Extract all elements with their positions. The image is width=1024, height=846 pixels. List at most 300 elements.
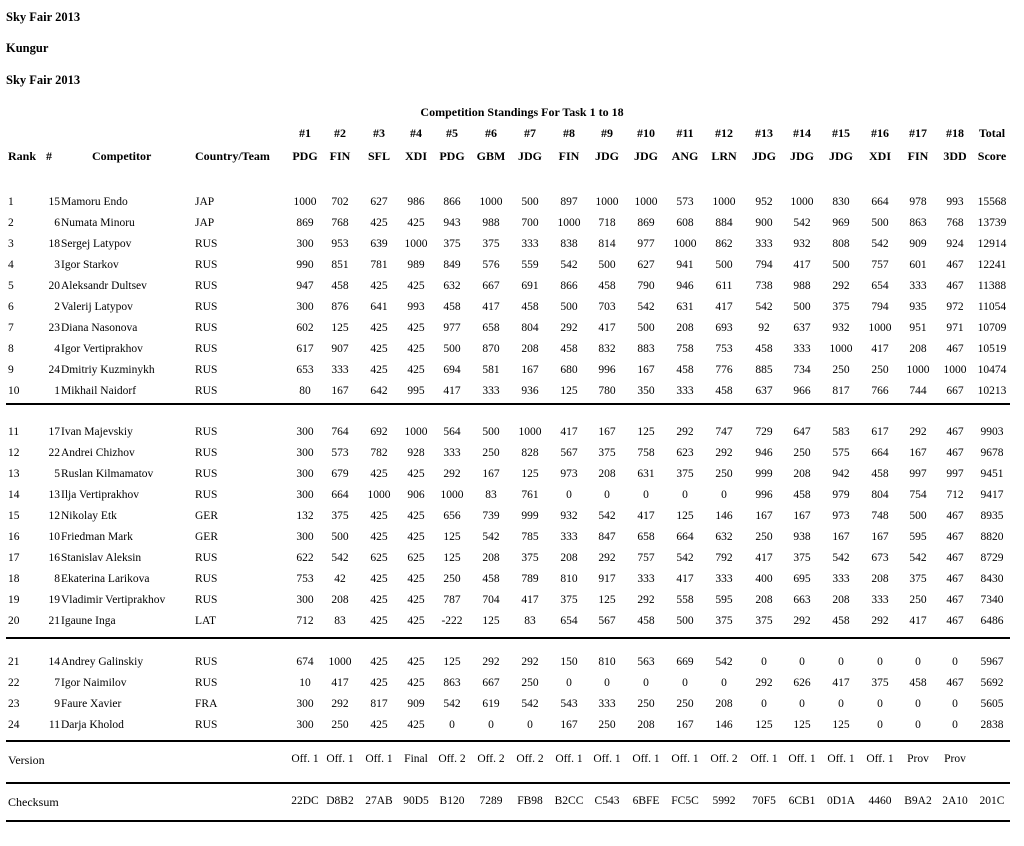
task-score-cell: 559 [521, 259, 539, 271]
task-score-cell: 973 [560, 468, 578, 480]
task-score-cell: 625 [407, 552, 425, 564]
task-score-cell: 674 [296, 656, 314, 668]
version-cell: Prov [944, 753, 966, 765]
task-score-cell: 575 [832, 447, 850, 459]
rank-cell: 11 [8, 426, 20, 438]
task-score-cell: 680 [560, 364, 578, 376]
task-score-cell: 704 [482, 594, 500, 606]
task-score-cell: 375 [909, 573, 927, 585]
total-score-cell: 9451 [980, 468, 1004, 480]
version-cell: Off. 2 [438, 753, 466, 765]
task-code-header: XDI [868, 149, 891, 163]
task-score-cell: 667 [482, 280, 500, 292]
task-score-cell: 458 [637, 615, 655, 627]
country-cell: RUS [195, 364, 218, 376]
task-score-cell: 617 [296, 343, 314, 355]
task-score-cell: 417 [637, 510, 655, 522]
task-number-header: #9 [601, 126, 613, 140]
task-score-cell: 838 [560, 238, 578, 250]
task-score-cell: 946 [676, 280, 694, 292]
checksum-cell: 2A10 [942, 795, 968, 807]
task-score-cell: 637 [755, 385, 773, 397]
rank-cell: 5 [8, 280, 14, 292]
task-score-cell: 679 [331, 468, 349, 480]
task-score-cell: 924 [946, 238, 964, 250]
competitor-name-cell: Stanislav Aleksin [61, 552, 142, 564]
checksum-cell: B2CC [554, 795, 584, 807]
task-score-cell: 300 [296, 531, 314, 543]
task-number-header: #8 [563, 126, 575, 140]
task-score-cell: 563 [637, 656, 655, 668]
task-score-cell: 292 [715, 447, 733, 459]
task-score-cell: 208 [832, 594, 850, 606]
country-cell: RUS [195, 322, 218, 334]
task-score-cell: 631 [637, 468, 655, 480]
task-score-cell: 467 [946, 426, 964, 438]
competitor-number-cell: 7 [54, 677, 60, 689]
task-code-header: JDG [790, 149, 814, 163]
task-score-cell: 866 [443, 196, 461, 208]
task-score-cell: 787 [443, 594, 461, 606]
task-score-cell: 595 [909, 531, 927, 543]
task-score-cell: 656 [443, 510, 461, 522]
rank-cell: 22 [8, 677, 20, 689]
number-header: # [46, 149, 52, 163]
task-score-cell: 0 [952, 719, 958, 731]
task-score-cell: 0 [915, 656, 921, 668]
task-score-cell: 500 [676, 615, 694, 627]
task-score-cell: 250 [443, 573, 461, 585]
task-score-cell: 663 [793, 594, 811, 606]
task-score-cell: 125 [443, 552, 461, 564]
country-cell: RUS [195, 447, 218, 459]
version-cell: Off. 1 [866, 753, 894, 765]
task-score-cell: 425 [407, 364, 425, 376]
task-number-header: #1 [299, 126, 311, 140]
task-score-cell: 658 [482, 322, 500, 334]
header-row-task-numbers [0, 126, 1024, 142]
task-score-cell: 83 [485, 489, 497, 501]
task-score-cell: 0 [566, 677, 572, 689]
task-score-cell: 966 [793, 385, 811, 397]
country-cell: RUS [195, 280, 218, 292]
task-score-cell: 292 [755, 677, 773, 689]
country-cell: RUS [195, 594, 218, 606]
country-cell: RUS [195, 238, 218, 250]
task-score-cell: 632 [715, 531, 733, 543]
standings-title: Competition Standings For Task 1 to 18 [420, 105, 624, 119]
task-score-cell: 458 [755, 343, 773, 355]
rank-cell: 4 [8, 259, 14, 271]
task-score-cell: 333 [832, 573, 850, 585]
table-row [0, 280, 1024, 298]
task-score-cell: 500 [331, 531, 349, 543]
table-row [0, 301, 1024, 319]
task-score-cell: 400 [755, 573, 773, 585]
task-score-cell: 942 [832, 468, 850, 480]
task-code-header: JDG [752, 149, 776, 163]
task-score-cell: 627 [637, 259, 655, 271]
task-code-header: XDI [404, 149, 427, 163]
task-score-cell: 425 [370, 280, 388, 292]
task-score-cell: 1000 [595, 196, 619, 208]
task-score-cell: 500 [521, 196, 539, 208]
task-score-cell: 458 [331, 280, 349, 292]
rank-cell: 24 [8, 719, 20, 731]
task-score-cell: 500 [482, 426, 500, 438]
task-score-cell: 1000 [634, 196, 658, 208]
section-divider [6, 403, 1010, 405]
task-number-header: #17 [909, 126, 927, 140]
task-score-cell: 0 [721, 677, 727, 689]
task-score-cell: 500 [793, 301, 811, 313]
task-score-cell: 250 [793, 447, 811, 459]
checksum-cell: D8B2 [326, 795, 354, 807]
task-score-cell: 375 [521, 552, 539, 564]
task-number-header: #12 [715, 126, 733, 140]
competitor-number-cell: 12 [48, 510, 60, 522]
checksum-cell: 7289 [479, 795, 503, 807]
task-score-cell: 0 [877, 656, 883, 668]
competitor-header: Competitor [92, 149, 152, 163]
task-score-cell: 1000 [790, 196, 814, 208]
total-score-cell: 12241 [977, 259, 1007, 271]
checksum-cell: 22DC [291, 795, 319, 807]
task-score-cell: 0 [915, 719, 921, 731]
task-score-cell: 757 [637, 552, 655, 564]
checksum-cell: 6CB1 [788, 795, 816, 807]
task-score-cell: 703 [598, 301, 616, 313]
task-score-cell: 641 [370, 301, 388, 313]
task-score-cell: 946 [755, 447, 773, 459]
task-score-cell: 167 [755, 510, 773, 522]
total-score-cell: 12914 [977, 238, 1007, 250]
task-score-cell: 817 [832, 385, 850, 397]
task-score-cell: 608 [676, 217, 694, 229]
task-score-cell: 125 [598, 594, 616, 606]
task-score-cell: 862 [715, 238, 733, 250]
checksum-cell: 4460 [868, 795, 892, 807]
task-score-cell: 350 [637, 385, 655, 397]
task-score-cell: 250 [482, 447, 500, 459]
competitor-name-cell: Nikolay Etk [61, 510, 117, 522]
task-score-cell: 999 [521, 510, 539, 522]
task-score-cell: 417 [443, 385, 461, 397]
country-cell: RUS [195, 489, 218, 501]
task-score-cell: 292 [482, 656, 500, 668]
task-score-cell: 993 [946, 196, 964, 208]
task-score-cell: 999 [755, 468, 773, 480]
table-row [0, 364, 1024, 382]
task-score-cell: 208 [793, 468, 811, 480]
task-score-cell: 542 [521, 698, 539, 710]
competitor-name-cell: Mamoru Endo [61, 196, 128, 208]
task-score-cell: 900 [755, 217, 773, 229]
task-score-cell: 425 [370, 322, 388, 334]
task-number-header: #10 [637, 126, 655, 140]
country-header: Country/Team [195, 149, 270, 163]
task-code-header: PDG [292, 149, 318, 163]
task-score-cell: 417 [482, 301, 500, 313]
task-score-cell: 642 [370, 385, 388, 397]
task-score-cell: 417 [832, 677, 850, 689]
task-score-cell: 300 [296, 489, 314, 501]
task-score-cell: 83 [524, 615, 536, 627]
task-score-cell: 907 [331, 343, 349, 355]
task-score-cell: 125 [637, 426, 655, 438]
task-score-cell: 971 [946, 322, 964, 334]
task-code-header: JDG [829, 149, 853, 163]
table-row [0, 531, 1024, 549]
task-score-cell: 785 [521, 531, 539, 543]
task-score-cell: 333 [637, 573, 655, 585]
table-row [0, 238, 1024, 256]
competitor-name-cell: Igor Naimilov [61, 677, 127, 689]
task-score-cell: 0 [877, 719, 883, 731]
task-score-cell: 425 [370, 594, 388, 606]
task-score-cell: 467 [946, 677, 964, 689]
task-score-cell: 208 [482, 552, 500, 564]
task-score-cell: 425 [407, 531, 425, 543]
task-score-cell: 467 [946, 531, 964, 543]
task-score-cell: 167 [637, 364, 655, 376]
task-score-cell: 417 [598, 322, 616, 334]
task-score-cell: 830 [832, 196, 850, 208]
task-score-cell: 500 [560, 301, 578, 313]
task-score-cell: 804 [521, 322, 539, 334]
task-score-cell: 754 [909, 489, 927, 501]
task-score-cell: 125 [676, 510, 694, 522]
task-score-cell: 936 [521, 385, 539, 397]
task-score-cell: 500 [909, 510, 927, 522]
task-score-cell: 333 [521, 238, 539, 250]
task-score-cell: 542 [871, 238, 889, 250]
competitor-number-cell: 20 [48, 280, 60, 292]
task-score-cell: 292 [871, 615, 889, 627]
task-score-cell: 125 [482, 615, 500, 627]
task-score-cell: 792 [715, 552, 733, 564]
table-row [0, 343, 1024, 361]
competitor-name-cell: Diana Nasonova [61, 322, 138, 334]
task-score-cell: 333 [676, 385, 694, 397]
task-score-cell: 300 [296, 238, 314, 250]
task-score-cell: 250 [715, 468, 733, 480]
task-score-cell: 695 [793, 573, 811, 585]
task-number-header: #6 [485, 126, 497, 140]
rank-cell: 3 [8, 238, 14, 250]
score-header: Score [977, 149, 1007, 163]
total-score-cell: 5692 [980, 677, 1004, 689]
checksum-cell: 201C [979, 795, 1005, 807]
task-score-cell: 425 [370, 677, 388, 689]
task-score-cell: 581 [482, 364, 500, 376]
task-score-cell: 425 [407, 573, 425, 585]
task-score-cell: 781 [370, 259, 388, 271]
task-score-cell: 558 [676, 594, 694, 606]
competitor-name-cell: Igaune Inga [61, 615, 116, 627]
task-score-cell: 208 [637, 719, 655, 731]
country-cell: JAP [195, 217, 215, 229]
task-score-cell: 467 [946, 573, 964, 585]
task-score-cell: 543 [560, 698, 578, 710]
task-score-cell: 866 [560, 280, 578, 292]
rank-cell: 20 [8, 615, 20, 627]
task-score-cell: 542 [598, 510, 616, 522]
task-score-cell: 869 [637, 217, 655, 229]
competitor-name-cell: Ilja Vertiprakhov [61, 489, 140, 501]
task-score-cell: 1000 [440, 489, 464, 501]
competitor-number-cell: 22 [48, 447, 60, 459]
rank-cell: 19 [8, 594, 20, 606]
task-score-cell: 500 [443, 343, 461, 355]
task-score-cell: 333 [598, 698, 616, 710]
section-divider [6, 820, 1010, 822]
task-score-cell: 995 [407, 385, 425, 397]
task-score-cell: 909 [407, 698, 425, 710]
competitor-name-cell: Sergej Latypov [61, 238, 132, 250]
task-score-cell: 0 [604, 489, 610, 501]
table-row [0, 447, 1024, 465]
task-score-cell: 458 [715, 385, 733, 397]
task-score-cell: 375 [755, 615, 773, 627]
task-score-cell: 938 [793, 531, 811, 543]
task-score-cell: 425 [370, 719, 388, 731]
task-score-cell: 567 [598, 615, 616, 627]
task-score-cell: 702 [331, 196, 349, 208]
competitor-number-cell: 5 [54, 468, 60, 480]
task-score-cell: 132 [296, 510, 314, 522]
competitor-number-cell: 8 [54, 573, 60, 585]
task-score-cell: 150 [560, 656, 578, 668]
task-score-cell: 1000 [404, 238, 428, 250]
rank-cell: 23 [8, 698, 20, 710]
checksum-cell: 6BFE [632, 795, 660, 807]
task-score-cell: 567 [560, 447, 578, 459]
task-score-cell: 250 [331, 719, 349, 731]
task-score-cell: 0 [952, 656, 958, 668]
task-score-cell: 208 [755, 594, 773, 606]
task-score-cell: 1000 [943, 364, 967, 376]
task-score-cell: 467 [946, 552, 964, 564]
task-score-cell: 542 [676, 552, 694, 564]
task-score-cell: 250 [637, 698, 655, 710]
task-score-cell: 766 [871, 385, 889, 397]
task-score-cell: 458 [676, 364, 694, 376]
total-score-cell: 9417 [980, 489, 1004, 501]
version-cell: Off. 2 [516, 753, 544, 765]
task-score-cell: 417 [331, 677, 349, 689]
task-score-cell: 667 [946, 385, 964, 397]
task-score-cell: 768 [946, 217, 964, 229]
competitor-name-cell: Faure Xavier [61, 698, 122, 710]
total-score-cell: 9678 [980, 447, 1004, 459]
task-score-cell: 602 [296, 322, 314, 334]
task-score-cell: 333 [715, 573, 733, 585]
section-divider [6, 740, 1010, 742]
task-score-cell: 250 [676, 698, 694, 710]
task-score-cell: 417 [521, 594, 539, 606]
task-score-cell: 625 [370, 552, 388, 564]
total-score-cell: 8430 [980, 573, 1004, 585]
task-score-cell: 542 [637, 301, 655, 313]
total-score-cell: 5605 [980, 698, 1004, 710]
task-score-cell: 500 [871, 217, 889, 229]
task-score-cell: 748 [871, 510, 889, 522]
task-score-cell: 1000 [518, 426, 542, 438]
task-score-cell: 300 [296, 468, 314, 480]
rank-cell: 14 [8, 489, 20, 501]
task-score-cell: 972 [946, 301, 964, 313]
task-score-cell: 808 [832, 238, 850, 250]
task-score-cell: 425 [407, 217, 425, 229]
task-score-cell: 876 [331, 301, 349, 313]
task-score-cell: 667 [482, 677, 500, 689]
task-score-cell: 953 [331, 238, 349, 250]
task-score-cell: 333 [871, 594, 889, 606]
task-score-cell: 863 [909, 217, 927, 229]
task-score-cell: 658 [637, 531, 655, 543]
competitor-number-cell: 24 [48, 364, 60, 376]
task-score-cell: 542 [909, 552, 927, 564]
task-score-cell: 664 [871, 447, 889, 459]
task-score-cell: 458 [598, 280, 616, 292]
total-score-cell: 13739 [977, 217, 1007, 229]
task-score-cell: 776 [715, 364, 733, 376]
task-score-cell: 292 [832, 280, 850, 292]
task-score-cell: 870 [482, 343, 500, 355]
task-score-cell: 997 [909, 468, 927, 480]
task-score-cell: 768 [331, 217, 349, 229]
task-score-cell: 542 [560, 259, 578, 271]
task-score-cell: 639 [370, 238, 388, 250]
country-cell: RUS [195, 343, 218, 355]
table-row [0, 426, 1024, 444]
version-label: Version [8, 753, 45, 767]
task-code-header: GBM [476, 149, 506, 163]
task-score-cell: 146 [715, 510, 733, 522]
task-code-header: FIN [907, 149, 929, 163]
task-score-cell: 814 [598, 238, 616, 250]
task-score-cell: 789 [521, 573, 539, 585]
task-code-header: 3DD [943, 149, 967, 163]
competitor-number-cell: 9 [54, 698, 60, 710]
task-score-cell: 817 [370, 698, 388, 710]
table-row [0, 552, 1024, 570]
task-score-cell: 810 [560, 573, 578, 585]
task-score-cell: 333 [482, 385, 500, 397]
task-score-cell: 1000 [712, 196, 736, 208]
event-title: Sky Fair 2013 [6, 10, 81, 24]
task-score-cell: 576 [482, 259, 500, 271]
task-number-header: #14 [793, 126, 811, 140]
task-score-cell: 250 [909, 594, 927, 606]
task-score-cell: 654 [871, 280, 889, 292]
task-score-cell: 1000 [328, 656, 352, 668]
task-score-cell: 458 [560, 343, 578, 355]
checksum-cell: C543 [594, 795, 620, 807]
version-cell: Off. 1 [632, 753, 660, 765]
task-score-cell: 417 [715, 301, 733, 313]
task-score-cell: 0 [838, 698, 844, 710]
country-cell: GER [195, 531, 218, 543]
task-score-cell: 979 [832, 489, 850, 501]
checksum-cell: FC5C [671, 795, 699, 807]
total-score-cell: 10213 [977, 385, 1007, 397]
table-row [0, 259, 1024, 277]
task-score-cell: 851 [331, 259, 349, 271]
task-score-cell: 125 [521, 468, 539, 480]
task-score-cell: 250 [598, 719, 616, 731]
